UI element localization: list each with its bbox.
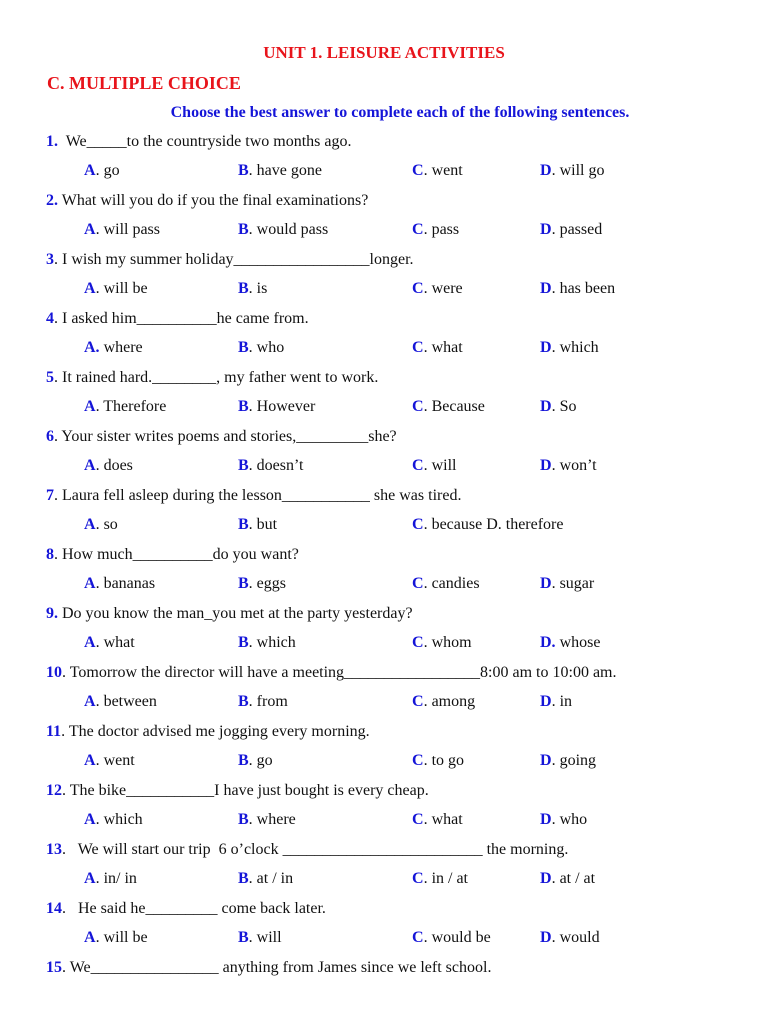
- question-text: . The doctor advised me jogging every morning.: [61, 723, 370, 740]
- question-number: 6: [46, 428, 54, 445]
- question-text: . The bike___________I have just bought is every cheap.: [62, 782, 429, 799]
- answer-option-b[interactable]: [238, 632, 296, 654]
- option-text: . because D. therefore: [423, 516, 564, 533]
- option-letter: A: [84, 811, 96, 828]
- answer-option-c[interactable]: [412, 514, 563, 536]
- option-text: . among: [423, 693, 476, 710]
- option-text: . where: [248, 811, 296, 828]
- answer-option-b[interactable]: [238, 809, 296, 831]
- option-letter: A: [84, 693, 96, 710]
- option-letter: C: [412, 162, 424, 179]
- question-item: [0, 367, 768, 426]
- option-text: . whom: [423, 634, 472, 651]
- option-letter: D: [540, 811, 552, 828]
- option-letter: B: [238, 516, 249, 533]
- option-text: . would be: [423, 929, 491, 946]
- option-text: . were: [423, 280, 463, 297]
- option-text: . go: [95, 162, 120, 179]
- answer-options: [0, 455, 768, 477]
- option-letter: C: [412, 693, 424, 710]
- answer-options: [0, 809, 768, 831]
- answer-options: [0, 160, 768, 182]
- answer-option-a[interactable]: [84, 632, 135, 654]
- option-text: . would: [551, 929, 600, 946]
- option-text: . from: [248, 693, 288, 710]
- option-letter: B: [238, 752, 249, 769]
- question-text: What will you do if you the final examinations?: [58, 192, 369, 209]
- answer-option-b[interactable]: [238, 278, 267, 300]
- answer-option-d[interactable]: [540, 632, 600, 654]
- question-text: . We________________ anything from James since we left school.: [62, 959, 492, 976]
- answer-option-b[interactable]: [238, 868, 293, 890]
- option-text: . in / at: [423, 870, 468, 887]
- option-letter: C: [412, 457, 424, 474]
- option-text: . went: [95, 752, 135, 769]
- option-letter: C: [412, 811, 424, 828]
- option-letter: C: [412, 398, 424, 415]
- answer-option-a[interactable]: [84, 396, 166, 418]
- answer-options: [0, 691, 768, 713]
- option-text: . pass: [423, 221, 460, 238]
- answer-option-b[interactable]: [238, 691, 288, 713]
- option-text: . in: [551, 693, 573, 710]
- answer-option-c[interactable]: [412, 691, 475, 713]
- answer-options: [0, 219, 768, 241]
- option-letter: D: [540, 693, 552, 710]
- answer-options: [0, 927, 768, 949]
- question-line: [46, 603, 413, 625]
- option-letter: A.: [84, 339, 100, 356]
- option-text: whose: [555, 634, 601, 651]
- question-text: We_____to the countryside two months ago.: [58, 133, 352, 150]
- option-letter: A: [84, 162, 96, 179]
- option-text: . will go: [551, 162, 605, 179]
- answer-option-a[interactable]: [84, 455, 133, 477]
- question-number: 15: [46, 959, 62, 976]
- option-text: . does: [95, 457, 133, 474]
- question-text: . It rained hard.________, my father went to work.: [54, 369, 379, 386]
- option-letter: B: [238, 870, 249, 887]
- option-letter: C: [412, 752, 424, 769]
- option-letter: D: [540, 870, 552, 887]
- answer-option-a[interactable]: [84, 868, 137, 890]
- answer-option-b[interactable]: [238, 750, 273, 772]
- section-title: C. MULTIPLE CHOICE: [47, 73, 241, 93]
- question-line: [46, 662, 616, 684]
- answer-option-a[interactable]: [84, 514, 118, 536]
- instruction: [0, 103, 704, 123]
- question-number: 13: [46, 841, 62, 858]
- answer-option-b[interactable]: [238, 455, 303, 477]
- option-text: . what: [95, 634, 135, 651]
- option-text: . go: [248, 752, 273, 769]
- question-item: [0, 485, 768, 544]
- option-text: where: [99, 339, 143, 356]
- option-text: . which: [551, 339, 599, 356]
- question-line: [46, 780, 429, 802]
- option-text: . which: [248, 634, 296, 651]
- question-line: [46, 957, 491, 979]
- instruction-text: Choose the best answer to complete each of the following sentences.: [170, 104, 630, 121]
- question-item: [0, 780, 768, 839]
- option-letter: D: [540, 457, 552, 474]
- answer-option-d[interactable]: [540, 868, 595, 890]
- answer-option-d[interactable]: [540, 160, 604, 182]
- option-letter: C: [412, 575, 424, 592]
- answer-option-d[interactable]: [540, 809, 587, 831]
- question-number: 4: [46, 310, 54, 327]
- answer-option-d[interactable]: [540, 337, 599, 359]
- answer-option-c[interactable]: [412, 278, 463, 300]
- option-text: . eggs: [248, 575, 286, 592]
- option-letter: A: [84, 280, 96, 297]
- option-letter: D: [540, 752, 552, 769]
- option-letter: C: [412, 929, 424, 946]
- option-letter: C: [412, 634, 424, 651]
- question-line: [46, 839, 568, 861]
- option-letter: B: [238, 575, 249, 592]
- option-letter: B: [238, 929, 249, 946]
- option-text: . won’t: [551, 457, 597, 474]
- option-text: . will pass: [95, 221, 161, 238]
- question-item: [0, 898, 768, 957]
- question-text: . How much__________do you want?: [54, 546, 299, 563]
- answer-option-b[interactable]: [238, 927, 282, 949]
- option-text: . going: [551, 752, 597, 769]
- option-letter: D: [540, 929, 552, 946]
- option-text: . went: [423, 162, 463, 179]
- answer-option-a[interactable]: [84, 809, 143, 831]
- option-text: . will: [423, 457, 457, 474]
- answer-options: [0, 573, 768, 595]
- answer-options: [0, 514, 768, 536]
- answer-option-d[interactable]: [540, 396, 576, 418]
- answer-option-d[interactable]: [540, 691, 572, 713]
- answer-option-c[interactable]: [412, 573, 480, 595]
- question-text: . Laura fell asleep during the lesson___________ she was tired.: [54, 487, 462, 504]
- option-letter: A: [84, 516, 96, 533]
- question-number: 8: [46, 546, 54, 563]
- option-text: . passed: [551, 221, 603, 238]
- answer-option-d[interactable]: [540, 455, 597, 477]
- answer-option-b[interactable]: [238, 337, 284, 359]
- option-text: . Therefore: [95, 398, 167, 415]
- question-number: 5: [46, 369, 54, 386]
- option-letter: B: [238, 398, 249, 415]
- option-text: . So: [551, 398, 577, 415]
- question-line: [46, 308, 309, 330]
- question-list: [0, 131, 768, 1016]
- answer-option-c[interactable]: [412, 750, 464, 772]
- option-letter: C: [412, 339, 424, 356]
- option-letter: B: [238, 339, 249, 356]
- option-text: . will be: [95, 929, 148, 946]
- option-text: . in/ in: [95, 870, 137, 887]
- option-text: . but: [248, 516, 278, 533]
- answer-option-c[interactable]: [412, 927, 491, 949]
- option-text: . at / in: [248, 870, 294, 887]
- question-text: . We will start our trip 6 o’clock _________________________ the morning.: [62, 841, 569, 858]
- answer-option-b[interactable]: [238, 160, 322, 182]
- option-letter: A: [84, 221, 96, 238]
- answer-option-a[interactable]: [84, 219, 160, 241]
- question-text: . Your sister writes poems and stories,_________she?: [54, 428, 397, 445]
- answer-options: [0, 632, 768, 654]
- question-number: 11: [46, 723, 62, 740]
- option-letter: B: [238, 457, 249, 474]
- option-letter: B: [238, 221, 249, 238]
- answer-options: [0, 337, 768, 359]
- option-text: . will: [248, 929, 282, 946]
- option-text: . which: [95, 811, 143, 828]
- option-text: . so: [95, 516, 118, 533]
- option-text: . will be: [95, 280, 148, 297]
- option-text: . between: [95, 693, 157, 710]
- option-text: . who: [551, 811, 588, 828]
- option-text: . to go: [423, 752, 465, 769]
- option-text: . bananas: [95, 575, 156, 592]
- question-item: [0, 603, 768, 662]
- unit-title: UNIT 1. LEISURE ACTIVITIES: [263, 43, 505, 62]
- option-text: . has been: [551, 280, 616, 297]
- option-letter: D: [540, 339, 552, 356]
- question-line: [46, 190, 368, 212]
- option-letter: B: [238, 811, 249, 828]
- question-item: [0, 662, 768, 721]
- option-text: . who: [248, 339, 285, 356]
- option-letter: A: [84, 575, 96, 592]
- answer-option-c[interactable]: [412, 396, 485, 418]
- answer-option-c[interactable]: [412, 632, 472, 654]
- question-item: [0, 721, 768, 780]
- option-letter: A: [84, 870, 96, 887]
- answer-options: [0, 750, 768, 772]
- question-line: [46, 485, 461, 507]
- option-letter: A: [84, 457, 96, 474]
- answer-option-d[interactable]: [540, 219, 602, 241]
- answer-option-c[interactable]: [412, 160, 463, 182]
- option-letter: D: [540, 398, 552, 415]
- option-text: . Because: [423, 398, 485, 415]
- option-text: . sugar: [551, 575, 595, 592]
- answer-option-b[interactable]: [238, 219, 328, 241]
- option-letter: A: [84, 929, 96, 946]
- question-line: [46, 544, 299, 566]
- answer-option-b[interactable]: [238, 573, 286, 595]
- option-letter: B: [238, 693, 249, 710]
- question-number: 9.: [46, 605, 58, 622]
- option-text: . what: [423, 811, 463, 828]
- question-item: [0, 190, 768, 249]
- question-line: [46, 426, 397, 448]
- question-text: . I wish my summer holiday_________________longer.: [54, 251, 414, 268]
- answer-options: [0, 868, 768, 890]
- option-letter: D.: [540, 634, 556, 651]
- answer-options: [0, 278, 768, 300]
- option-letter: A: [84, 398, 96, 415]
- option-text: . have gone: [248, 162, 322, 179]
- question-number: 14: [46, 900, 62, 917]
- answer-option-a[interactable]: [84, 278, 148, 300]
- question-number: 2.: [46, 192, 58, 209]
- question-number: 7: [46, 487, 54, 504]
- answer-option-c[interactable]: [412, 455, 456, 477]
- question-number: 3: [46, 251, 54, 268]
- answer-option-a[interactable]: [84, 337, 143, 359]
- question-number: 1.: [46, 133, 58, 150]
- question-item: [0, 131, 768, 190]
- question-item: [0, 957, 768, 1016]
- option-text: . However: [248, 398, 316, 415]
- answer-option-a[interactable]: [84, 750, 135, 772]
- option-text: . at / at: [551, 870, 596, 887]
- option-letter: D: [540, 280, 552, 297]
- option-letter: D: [540, 162, 552, 179]
- option-letter: A: [84, 752, 96, 769]
- question-item: [0, 308, 768, 367]
- question-text: . He said he_________ come back later.: [62, 900, 326, 917]
- question-text: . I asked him__________he came from.: [54, 310, 309, 327]
- option-text: . would pass: [248, 221, 329, 238]
- option-letter: C: [412, 870, 424, 887]
- answer-option-b[interactable]: [238, 396, 315, 418]
- option-letter: B: [238, 634, 249, 651]
- answer-option-c[interactable]: [412, 219, 459, 241]
- question-item: [0, 544, 768, 603]
- question-line: [46, 249, 414, 271]
- answer-option-c[interactable]: [412, 809, 463, 831]
- option-letter: D: [540, 575, 552, 592]
- answer-option-c[interactable]: [412, 868, 468, 890]
- answer-option-a[interactable]: [84, 160, 120, 182]
- answer-option-d[interactable]: [540, 927, 600, 949]
- question-item: [0, 839, 768, 898]
- option-text: . is: [248, 280, 268, 297]
- option-text: . what: [423, 339, 463, 356]
- question-line: [46, 367, 378, 389]
- question-item: [0, 249, 768, 308]
- answer-option-d[interactable]: [540, 750, 596, 772]
- answer-option-a[interactable]: [84, 691, 157, 713]
- option-letter: C: [412, 221, 424, 238]
- question-text: . Tomorrow the director will have a meeting_________________8:00 am to 10:00 am.: [62, 664, 617, 681]
- option-letter: C: [412, 280, 424, 297]
- question-line: [46, 131, 352, 153]
- answer-option-a[interactable]: [84, 927, 148, 949]
- question-line: [46, 898, 326, 920]
- option-letter: B: [238, 280, 249, 297]
- answer-option-d[interactable]: [540, 278, 615, 300]
- option-letter: B: [238, 162, 249, 179]
- option-letter: A: [84, 634, 96, 651]
- option-letter: C: [412, 516, 424, 533]
- option-text: . candies: [423, 575, 480, 592]
- option-text: . doesn’t: [248, 457, 304, 474]
- question-number: 12: [46, 782, 62, 799]
- answer-option-a[interactable]: [84, 573, 155, 595]
- question-text: Do you know the man_you met at the party yesterday?: [58, 605, 413, 622]
- answer-option-d[interactable]: [540, 573, 594, 595]
- answer-options: [0, 396, 768, 418]
- answer-option-b[interactable]: [238, 514, 277, 536]
- answer-option-c[interactable]: [412, 337, 463, 359]
- question-item: [0, 426, 768, 485]
- question-number: 10: [46, 664, 62, 681]
- option-letter: D: [540, 221, 552, 238]
- question-line: [46, 721, 370, 743]
